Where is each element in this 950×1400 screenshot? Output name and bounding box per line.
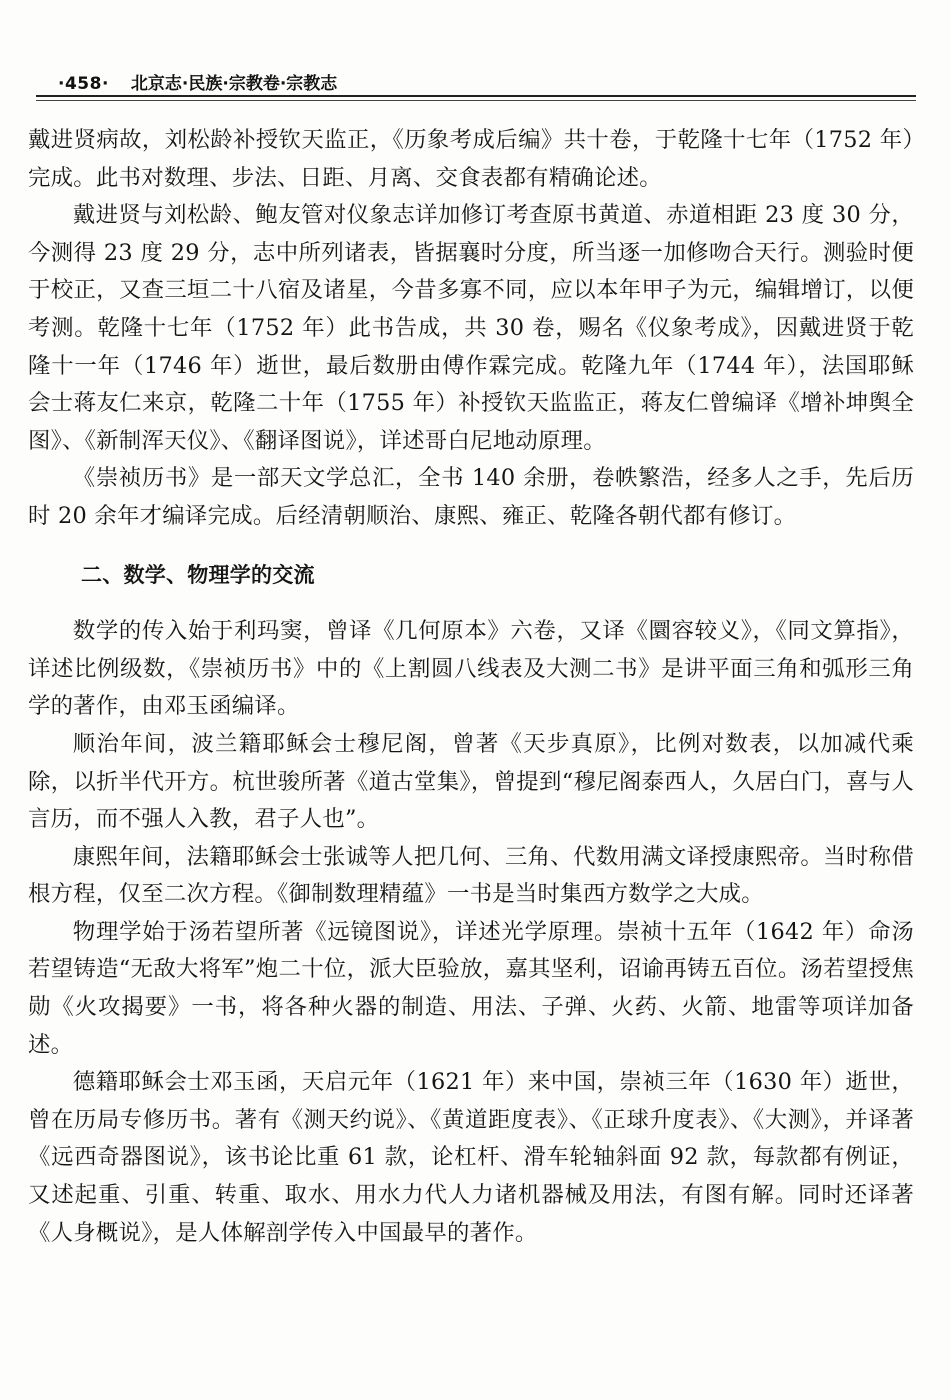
paragraph: 康熙年间，法籍耶稣会士张诚等人把几何、三角、代数用满文译授康熙帝。当时称借根方程，仅至二次方程。《御制数理精蕴》一书是当时集西方数学之大成。 bbox=[28, 843, 914, 908]
paragraph-continuation: 戴进贤病故，刘松龄补授钦天监正，《历象考成后编》共十卷，于乾隆十七年（1752 年）完成。此书对数理、步法、日距、月离、交食表都有精确论述。 bbox=[28, 127, 914, 191]
paragraph: 戴进贤与刘松龄、鲍友管对仪象志详加修订考查原书黄道、赤道相距 23 度 30 分，今测得 23 度 29 分，志中所列诸表，皆据襄时分度，所当逐一加修吻合天行。测验时便于校正，又查三垣二十八宿及诸星，今昔多寡不同，应以本年甲子为元，编辑增订，以便考测。乾隆十七年（1752 年）此书告成，共 30 卷，赐名《仪象考成》，因戴进贤于乾隆十一年（1746 年）逝世，最后数册由傅作霖完成。乾隆九年（1744 年），法国耶稣会士蒋友仁来京，乾隆二十年（1755 年）补授钦天监监正，蒋友仁曾编译《增补坤舆全图》、《新制浑天仪》、《翻译图说》，详述哥白尼地动原理。 bbox=[28, 202, 914, 454]
section-heading: 二、数学、物理学的交流 bbox=[81, 562, 315, 587]
page-body bbox=[28, 122, 914, 1252]
paragraph: 数学的传入始于利玛窦，曾译《几何原本》六卷，又译《圜容较义》，《同文算指》，详述比例级数，《崇祯历书》中的《上割圆八线表及大测二书》是讲平面三角和弧形三角学的著作，由邓玉函编译。 bbox=[28, 618, 914, 720]
header-rule-thick bbox=[36, 95, 916, 97]
running-header bbox=[36, 58, 916, 94]
page-number: ·458· bbox=[58, 74, 109, 94]
paragraph: 《崇祯历书》是一部天文学总汇，全书 140 余册，卷帙繁浩，经多人之手，先后历时 20 余年才编译完成。后经清朝顺治、康熙、雍正、乾隆各朝代都有修订。 bbox=[28, 465, 914, 529]
paragraph: 物理学始于汤若望所著《远镜图说》，详述光学原理。崇祯十五年（1642 年）命汤若望铸造“无敌大将军”炮二十位，派大臣验放，嘉其坚利，诏谕再铸五百位。汤若望授焦勋《火攻揭要》一书，将各种火器的制造、用法、子弹、火药、火箭、地雷等项详加备述。 bbox=[28, 918, 914, 1058]
header-rule-thin bbox=[36, 100, 916, 101]
running-title: 北京志·民族·宗教卷·宗教志 bbox=[130, 74, 338, 94]
paragraph: 顺治年间，波兰籍耶稣会士穆尼阁，曾著《天步真原》，比例对数表，以加减代乘除，以折半代开方。杭世骏所著《道古堂集》，曾提到“穆尼阁泰西人，久居白门，喜与人言历，而不强人入教，君子人也”。 bbox=[28, 730, 914, 833]
paragraph: 德籍耶稣会士邓玉函，天启元年（1621 年）来中国，崇祯三年（1630 年）逝世，曾在历局专修历书。著有《测天约说》、《黄道距度表》、《正球升度表》、《大测》，并译著《远西奇器图说》，该书论比重 61 款，论杠杆、滑车轮轴斜面 92 款，每款都有例证，又述起重、引重、转重、取水、用水力代人力诸机器械及用法，有图有解。同时还译著《人身概说》，是人体解剖学传入中国最早的著作。 bbox=[28, 1069, 914, 1246]
